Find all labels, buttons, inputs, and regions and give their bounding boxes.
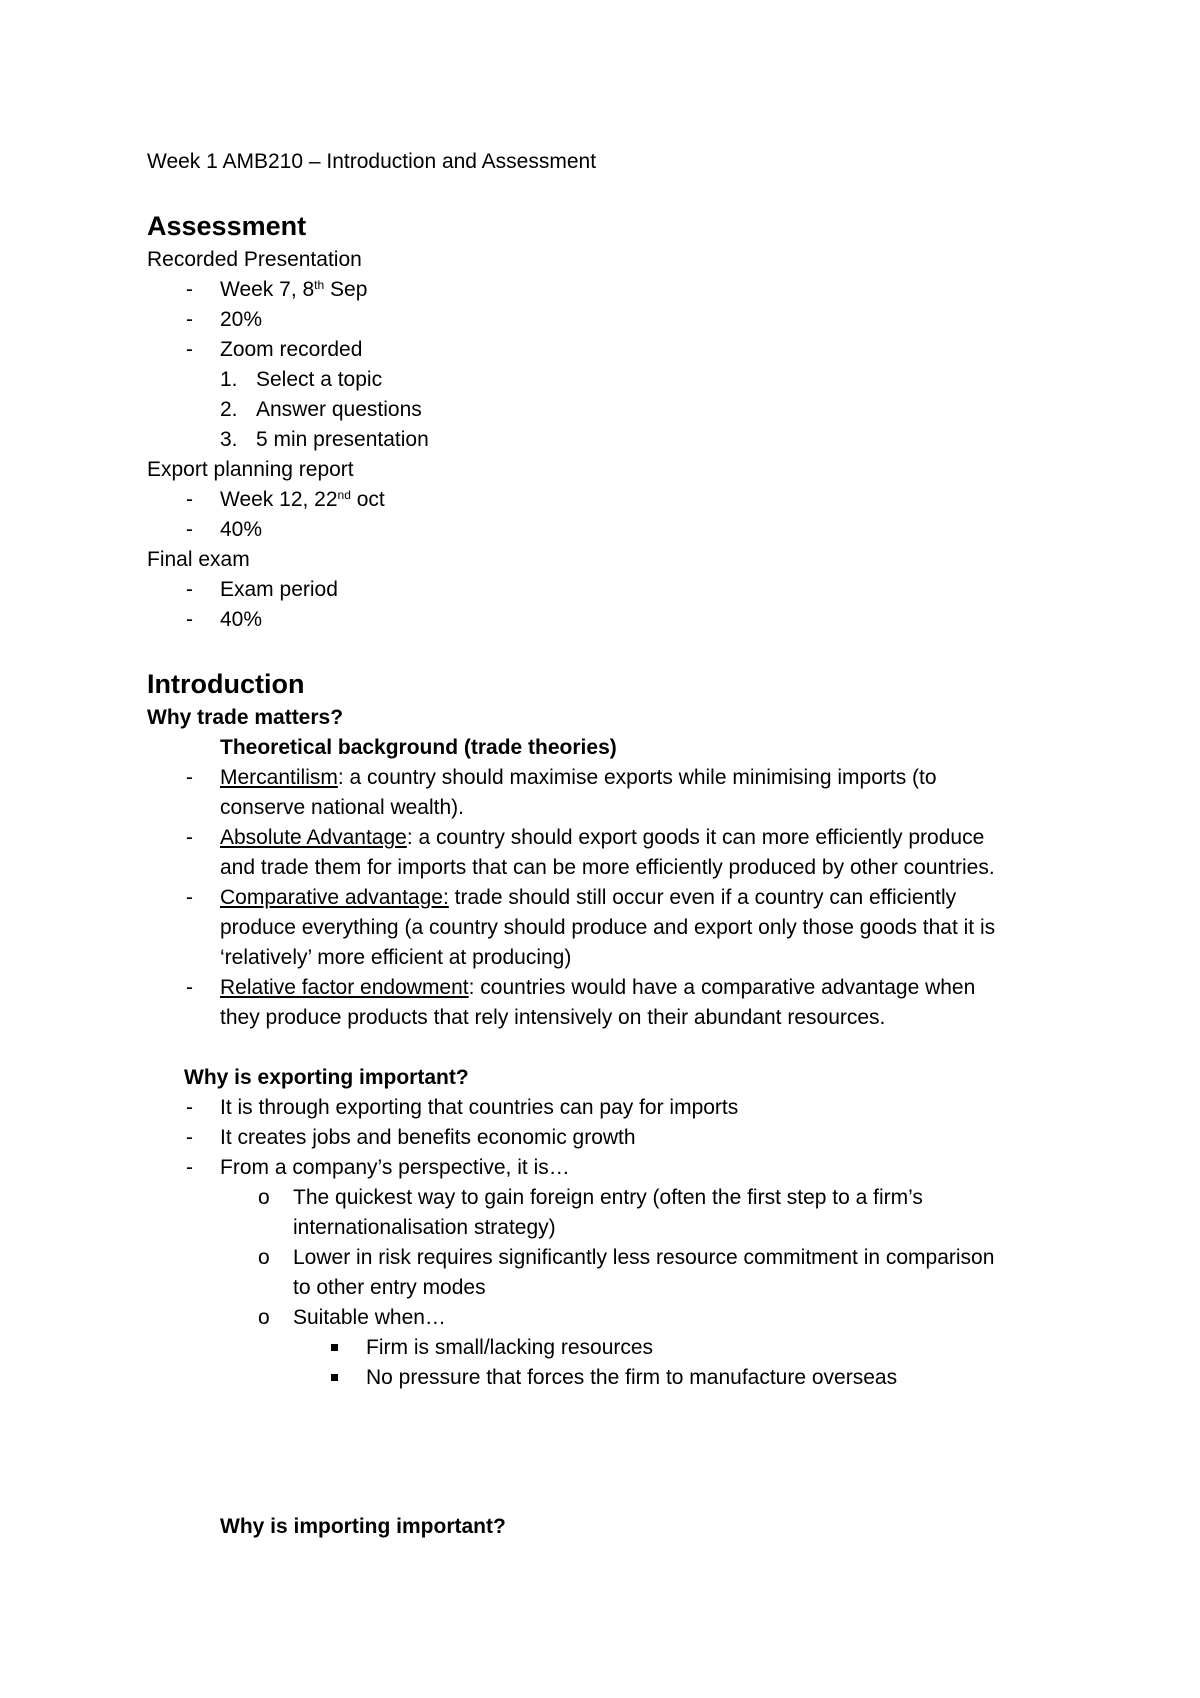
recorded-format: Zoom recorded xyxy=(220,338,363,361)
theory-item xyxy=(220,976,975,1000)
theory-item xyxy=(220,886,956,910)
importing-heading: Why is importing important? xyxy=(220,1515,506,1538)
dash-bullet: - xyxy=(186,1126,193,1149)
exporting-heading: Why is exporting important? xyxy=(184,1066,469,1089)
theory-text-continued: they produce products that rely intensively on their abundant resources. xyxy=(220,1006,886,1029)
theory-heading: Theoretical background (trade theories) xyxy=(220,736,617,759)
dash-bullet: - xyxy=(186,976,193,999)
step-number: 1. xyxy=(220,368,238,391)
dash-bullet: - xyxy=(186,308,193,331)
step-number: 2. xyxy=(220,398,238,421)
exporting-point: It is through exporting that countries can pay for imports xyxy=(220,1096,739,1119)
exporting-point: From a company’s perspective, it is… xyxy=(220,1156,570,1179)
recorded-date xyxy=(220,278,367,302)
theory-text: : a country should maximise exports while minimising imports (to xyxy=(337,766,937,789)
final-exam-label: Final exam xyxy=(147,548,250,571)
theory-text: : countries would have a comparative advantage when xyxy=(468,976,976,999)
theory-item xyxy=(220,826,984,850)
dash-bullet: - xyxy=(186,886,193,909)
dash-bullet: - xyxy=(186,608,193,631)
dash-bullet: - xyxy=(186,766,193,789)
export-date-month: oct xyxy=(350,488,385,511)
circle-bullet: o xyxy=(258,1186,270,1209)
theory-term: Relative factor endowment xyxy=(220,976,469,999)
square-bullet xyxy=(331,1344,338,1351)
suitable-item: Firm is small/lacking resources xyxy=(366,1336,654,1359)
suitable-item: No pressure that forces the firm to manufacture overseas xyxy=(366,1366,898,1389)
recorded-weight: 20% xyxy=(220,308,263,331)
export-report-date xyxy=(220,488,385,512)
assessment-heading: Assessment xyxy=(147,211,307,241)
perspective-item-continued: to other entry modes xyxy=(293,1276,486,1299)
theory-term: Absolute Advantage xyxy=(220,826,407,849)
perspective-item-continued: internationalisation strategy) xyxy=(293,1216,556,1239)
export-report-weight: 40% xyxy=(220,518,263,541)
dash-bullet: - xyxy=(186,1096,193,1119)
recorded-date-month: Sep xyxy=(324,278,368,301)
export-date-sup: nd xyxy=(337,488,351,502)
theory-item xyxy=(220,766,937,790)
dash-bullet: - xyxy=(186,488,193,511)
document-title: Week 1 AMB210 – Introduction and Assessment xyxy=(147,150,597,173)
dash-bullet: - xyxy=(186,518,193,541)
square-bullet xyxy=(331,1374,338,1381)
theory-term: Comparative advantage: xyxy=(220,886,449,909)
exporting-point: It creates jobs and benefits economic growth xyxy=(220,1126,636,1149)
theory-text: : a country should export goods it can more efficiently produce xyxy=(406,826,985,849)
export-date-text: Week 12, 22 xyxy=(220,488,338,511)
step-item: Select a topic xyxy=(256,368,383,391)
dash-bullet: - xyxy=(186,1156,193,1179)
theory-term: Mercantilism xyxy=(220,766,338,789)
dash-bullet: - xyxy=(186,826,193,849)
perspective-item: Lower in risk requires significantly less resource commitment in comparison xyxy=(293,1246,995,1269)
final-exam-period: Exam period xyxy=(220,578,338,601)
recorded-date-sup: th xyxy=(314,278,325,292)
recorded-presentation-label: Recorded Presentation xyxy=(147,248,362,271)
perspective-item: Suitable when… xyxy=(293,1306,446,1329)
dash-bullet: - xyxy=(186,338,193,361)
dash-bullet: - xyxy=(186,278,193,301)
export-report-label: Export planning report xyxy=(147,458,354,481)
step-item: 5 min presentation xyxy=(256,428,429,451)
dash-bullet: - xyxy=(186,578,193,601)
theory-text-continued: ‘relatively’ more efficient at producing) xyxy=(220,946,572,969)
theory-text-continued: and trade them for imports that can be more efficiently produced by other countries. xyxy=(220,856,995,879)
why-trade-heading: Why trade matters? xyxy=(147,706,344,729)
theory-text-continued: conserve national wealth). xyxy=(220,796,464,819)
introduction-heading: Introduction xyxy=(147,669,305,699)
recorded-date-text: Week 7, 8 xyxy=(220,278,315,301)
step-item: Answer questions xyxy=(256,398,422,421)
theory-text: trade should still occur even if a country can efficiently xyxy=(448,886,957,909)
final-exam-weight: 40% xyxy=(220,608,263,631)
circle-bullet: o xyxy=(258,1306,270,1329)
perspective-item: The quickest way to gain foreign entry (often the first step to a firm’s xyxy=(293,1186,923,1209)
step-number: 3. xyxy=(220,428,238,451)
circle-bullet: o xyxy=(258,1246,270,1269)
theory-text-continued: produce everything (a country should produce and export only those goods that it is xyxy=(220,916,996,939)
